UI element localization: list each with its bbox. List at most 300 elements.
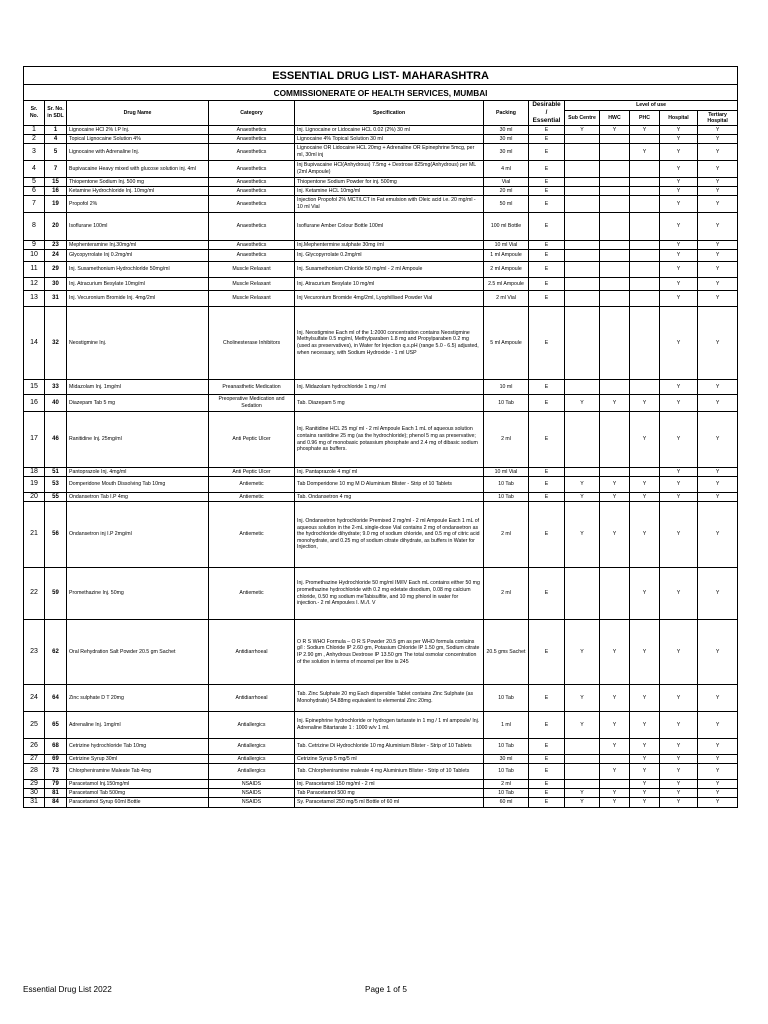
specification-cell: Inj. Suxamethonium Chloride 50 mg/ml - 2 ml Ampoule <box>295 262 484 278</box>
level-of-use-cell <box>600 468 630 477</box>
packing-cell: 10 Tab <box>484 739 529 755</box>
drug-name-cell: Mephenteramine Inj.30mg/ml <box>67 241 209 250</box>
level-of-use-cell: Y <box>698 620 738 685</box>
level-of-use-cell: Y <box>660 620 698 685</box>
sr-no-cell: 16 <box>24 395 45 412</box>
table-row <box>24 126 738 135</box>
table-row <box>24 213 738 241</box>
packing-cell: 60 ml <box>484 798 529 808</box>
level-of-use-cell: Y <box>660 712 698 739</box>
level-of-use-cell: Y <box>698 291 738 307</box>
level-of-use-cell <box>600 241 630 250</box>
level-of-use-cell: Y <box>698 307 738 380</box>
level-of-use-cell <box>600 196 630 213</box>
packing-cell: 10 Tab <box>484 395 529 412</box>
sr-no-cell: 7 <box>24 196 45 213</box>
footer-document-name: Essential Drug List 2022 <box>23 985 112 994</box>
category-cell: NSAIDS <box>209 780 295 789</box>
sdl-no-cell: 31 <box>45 291 67 307</box>
level-of-use-cell <box>565 196 600 213</box>
level-of-use-cell: Y <box>630 712 660 739</box>
level-of-use-cell: Y <box>698 493 738 502</box>
drug-name-cell: Paracetamol Syrup 60ml Bottle <box>67 798 209 808</box>
level-of-use-cell <box>600 135 630 144</box>
header-level: Tertiary Hospital <box>698 111 738 126</box>
level-of-use-cell <box>565 213 600 241</box>
table-row <box>24 187 738 196</box>
level-of-use-cell: Y <box>660 789 698 798</box>
packing-cell: 2 ml <box>484 568 529 620</box>
drug-name-cell: Diazepam Tab 5 mg <box>67 395 209 412</box>
drug-name-cell: Domperidone Mouth Dissolving Tab 10mg <box>67 477 209 493</box>
drug-name-cell: Cetrizine Syrup 30ml <box>67 755 209 764</box>
level-of-use-cell: Y <box>698 395 738 412</box>
sdl-no-cell: 79 <box>45 780 67 789</box>
header-level: HWC <box>600 111 630 126</box>
packing-cell: 2 ml Ampoule <box>484 262 529 278</box>
level-of-use-cell: Y <box>630 395 660 412</box>
level-of-use-cell <box>630 250 660 262</box>
table-row <box>24 477 738 493</box>
level-of-use-cell <box>565 144 600 161</box>
level-of-use-cell: Y <box>600 502 630 568</box>
desirable-essential-cell: E <box>529 412 565 468</box>
level-of-use-cell: Y <box>660 493 698 502</box>
sr-no-cell: 1 <box>24 126 45 135</box>
sdl-no-cell: 69 <box>45 755 67 764</box>
packing-cell: 5 ml Ampoule <box>484 307 529 380</box>
header-packing: Packing <box>484 101 529 126</box>
sr-no-cell: 21 <box>24 502 45 568</box>
desirable-essential-cell: E <box>529 493 565 502</box>
specification-cell: Cetrizine Syrup 5 mg/5 ml <box>295 755 484 764</box>
level-of-use-cell: Y <box>565 798 600 808</box>
desirable-essential-cell: E <box>529 685 565 712</box>
level-of-use-cell: Y <box>660 126 698 135</box>
drug-name-cell: Promethazine Inj. 50mg <box>67 568 209 620</box>
sr-no-cell: 17 <box>24 412 45 468</box>
desirable-essential-cell: E <box>529 739 565 755</box>
category-cell: Anaesthetics <box>209 187 295 196</box>
specification-cell: Lignocaine 4% Topical Solution 30 ml <box>295 135 484 144</box>
drug-name-cell: Propofol 2% <box>67 196 209 213</box>
level-of-use-cell: Y <box>600 126 630 135</box>
level-of-use-cell <box>630 135 660 144</box>
packing-cell: 4 ml <box>484 161 529 178</box>
specification-cell: Isoflurane Amber Colour Bottle 100ml <box>295 213 484 241</box>
drug-name-cell: Glycopyrrolate Inj 0.2mg/ml <box>67 250 209 262</box>
table-row <box>24 798 738 808</box>
drug-name-cell: Inj. Vecuronium Bromide Inj. 4mg/2ml <box>67 291 209 307</box>
level-of-use-cell: Y <box>698 764 738 780</box>
table-row <box>24 568 738 620</box>
table-row <box>24 755 738 764</box>
level-of-use-cell <box>565 178 600 187</box>
level-of-use-cell: Y <box>660 380 698 395</box>
sdl-no-cell: 65 <box>45 712 67 739</box>
table-row <box>24 278 738 291</box>
packing-cell: 30 ml <box>484 135 529 144</box>
drug-name-cell: Paracetamol Inj.150mg/ml <box>67 780 209 789</box>
specification-cell: Thiopentone Sodium Powder for inj. 500mg <box>295 178 484 187</box>
table-row <box>24 764 738 780</box>
level-of-use-cell <box>600 250 630 262</box>
category-cell: Antiemetic <box>209 568 295 620</box>
drug-name-cell: Ketamine Hydrochloride Inj. 10mg/ml <box>67 187 209 196</box>
level-of-use-cell <box>630 278 660 291</box>
level-of-use-cell: Y <box>630 685 660 712</box>
category-cell: Anti Peptic Ulcer <box>209 468 295 477</box>
category-cell: Anti Peptic Ulcer <box>209 412 295 468</box>
level-of-use-cell <box>565 307 600 380</box>
level-of-use-cell: Y <box>660 196 698 213</box>
footer-page-number: Page 1 of 5 <box>365 985 407 994</box>
level-of-use-cell: Y <box>698 502 738 568</box>
desirable-essential-cell: E <box>529 477 565 493</box>
level-of-use-cell: Y <box>698 196 738 213</box>
header-desirable-essential: Desirable / Essential <box>529 101 565 126</box>
category-cell: NSAIDS <box>209 798 295 808</box>
level-of-use-cell: Y <box>565 712 600 739</box>
level-of-use-cell: Y <box>660 307 698 380</box>
sdl-no-cell: 84 <box>45 798 67 808</box>
specification-cell: Inj. Glycopyrrolate 0.2mg/ml <box>295 250 484 262</box>
level-of-use-cell <box>565 135 600 144</box>
specification-cell: Inj. Atracurium Besylate 10 mg/ml <box>295 278 484 291</box>
category-cell: Antidiarrhoeal <box>209 620 295 685</box>
sr-no-cell: 5 <box>24 178 45 187</box>
specification-cell: Sy. Paracetamol 250 mg/5 ml Bottle of 60 ml <box>295 798 484 808</box>
sdl-no-cell: 40 <box>45 395 67 412</box>
desirable-essential-cell: E <box>529 620 565 685</box>
category-cell: Anaesthetics <box>209 126 295 135</box>
sr-no-cell: 26 <box>24 739 45 755</box>
sdl-no-cell: 73 <box>45 764 67 780</box>
specification-cell: Inj Vecuronium Bromide 4mg/2ml, Lyophillised Powder Vial <box>295 291 484 307</box>
packing-cell: 10 Tab <box>484 764 529 780</box>
sr-no-cell: 13 <box>24 291 45 307</box>
document-subtitle: COMMISSIONERATE OF HEALTH SERVICES, MUMBAI <box>24 85 738 101</box>
packing-cell: 10 ml <box>484 380 529 395</box>
level-of-use-cell: Y <box>630 144 660 161</box>
category-cell: Anaesthetics <box>209 213 295 241</box>
level-of-use-cell: Y <box>698 278 738 291</box>
level-of-use-cell: Y <box>600 493 630 502</box>
level-of-use-cell: Y <box>698 739 738 755</box>
header-level: Hospital <box>660 111 698 126</box>
header-drug-name: Drug Name <box>67 101 209 126</box>
category-cell: Antiallergics <box>209 755 295 764</box>
sr-no-cell: 31 <box>24 798 45 808</box>
drug-name-cell: Adrenaline Inj. 1mg/ml <box>67 712 209 739</box>
packing-cell: 100 ml Bottle <box>484 213 529 241</box>
desirable-essential-cell: E <box>529 755 565 764</box>
category-cell: Preoperative Medication and Sedation <box>209 395 295 412</box>
packing-cell: 30 ml <box>484 144 529 161</box>
table-row <box>24 144 738 161</box>
category-cell: Antiemetic <box>209 477 295 493</box>
level-of-use-cell: Y <box>698 161 738 178</box>
table-row <box>24 307 738 380</box>
category-cell: Preanasthetic Medication <box>209 380 295 395</box>
level-of-use-cell: Y <box>565 126 600 135</box>
desirable-essential-cell: E <box>529 241 565 250</box>
table-row <box>24 468 738 477</box>
level-of-use-cell: Y <box>660 144 698 161</box>
category-cell: Anaesthetics <box>209 135 295 144</box>
level-of-use-cell: Y <box>698 789 738 798</box>
level-of-use-cell: Y <box>630 798 660 808</box>
table-row <box>24 739 738 755</box>
level-of-use-cell: Y <box>698 135 738 144</box>
sdl-no-cell: 5 <box>45 144 67 161</box>
sr-no-cell: 14 <box>24 307 45 380</box>
sr-no-cell: 24 <box>24 685 45 712</box>
sdl-no-cell: 62 <box>45 620 67 685</box>
level-of-use-cell: Y <box>698 568 738 620</box>
sr-no-cell: 25 <box>24 712 45 739</box>
level-of-use-cell: Y <box>698 685 738 712</box>
sdl-no-cell: 64 <box>45 685 67 712</box>
level-of-use-cell: Y <box>565 620 600 685</box>
level-of-use-cell: Y <box>698 241 738 250</box>
level-of-use-cell: Y <box>600 395 630 412</box>
table-row <box>24 262 738 278</box>
drug-name-cell: Cetrizine hydrochloride Tab 10mg <box>67 739 209 755</box>
packing-cell: 1 ml <box>484 712 529 739</box>
level-of-use-cell <box>565 291 600 307</box>
drug-name-cell: Ondansetron inj I.P 2mg/ml <box>67 502 209 568</box>
category-cell: NSAIDS <box>209 789 295 798</box>
category-cell: Anaesthetics <box>209 144 295 161</box>
drug-name-cell: Topical Lignocaine Solution 4% <box>67 135 209 144</box>
specification-cell: Tab. Cetrizine Di Hydrochloride 10 mg Aluminium Blister - Strip of 10 Tablets <box>295 739 484 755</box>
level-of-use-cell: Y <box>630 126 660 135</box>
level-of-use-cell: Y <box>698 712 738 739</box>
level-of-use-cell: Y <box>698 250 738 262</box>
level-of-use-cell: Y <box>630 780 660 789</box>
drug-name-cell: Thiopentone Sodium Inj. 500 mg <box>67 178 209 187</box>
drug-name-cell: Inj. Suxamethonium Hydrochlorlde 50mg/ml <box>67 262 209 278</box>
level-of-use-cell <box>630 380 660 395</box>
level-of-use-cell: Y <box>698 178 738 187</box>
level-of-use-cell <box>600 213 630 241</box>
level-of-use-cell: Y <box>600 477 630 493</box>
sr-no-cell: 23 <box>24 620 45 685</box>
sdl-no-cell: 56 <box>45 502 67 568</box>
level-of-use-cell: Y <box>600 712 630 739</box>
specification-cell: Inj. Pantaprazole 4 mg/ ml <box>295 468 484 477</box>
level-of-use-cell: Y <box>660 161 698 178</box>
desirable-essential-cell: E <box>529 798 565 808</box>
level-of-use-cell: Y <box>565 502 600 568</box>
desirable-essential-cell: E <box>529 502 565 568</box>
specification-cell: Inj Bupivacaine HCl(Anhydrous) 7.5mg + Dextrose 825mg(Anhydrous) per ML (2ml Ampoule) <box>295 161 484 178</box>
level-of-use-cell <box>600 278 630 291</box>
sr-no-cell: 18 <box>24 468 45 477</box>
sr-no-cell: 22 <box>24 568 45 620</box>
header-category: Category <box>209 101 295 126</box>
packing-cell: 10 Tab <box>484 789 529 798</box>
level-of-use-cell <box>565 241 600 250</box>
table-row <box>24 789 738 798</box>
level-of-use-cell <box>630 187 660 196</box>
table-row <box>24 161 738 178</box>
drug-name-cell: Midazolam Inj. 1mg/ml <box>67 380 209 395</box>
sr-no-cell: 11 <box>24 262 45 278</box>
level-of-use-cell: Y <box>565 789 600 798</box>
level-of-use-cell: Y <box>698 755 738 764</box>
header-sr-no: Sr. No. <box>24 101 45 126</box>
sdl-no-cell: 51 <box>45 468 67 477</box>
level-of-use-cell: Y <box>660 755 698 764</box>
level-of-use-cell: Y <box>565 493 600 502</box>
sdl-no-cell: 53 <box>45 477 67 493</box>
sr-no-cell: 20 <box>24 493 45 502</box>
level-of-use-cell: Y <box>660 213 698 241</box>
level-of-use-cell: Y <box>698 412 738 468</box>
level-of-use-cell <box>565 161 600 178</box>
level-of-use-cell: Y <box>698 126 738 135</box>
level-of-use-cell <box>600 187 630 196</box>
packing-cell: 2 ml Vial <box>484 291 529 307</box>
desirable-essential-cell: E <box>529 126 565 135</box>
level-of-use-cell: Y <box>698 262 738 278</box>
level-of-use-cell: Y <box>660 135 698 144</box>
header-level: PHC <box>630 111 660 126</box>
desirable-essential-cell: E <box>529 789 565 798</box>
drug-name-cell: Zinc sulphate D T 20mg <box>67 685 209 712</box>
level-of-use-cell <box>600 380 630 395</box>
specification-cell: Tab. Diazepam 5 mg <box>295 395 484 412</box>
level-of-use-cell: Y <box>630 755 660 764</box>
level-of-use-cell: Y <box>630 412 660 468</box>
level-of-use-cell: Y <box>630 493 660 502</box>
level-of-use-cell <box>600 178 630 187</box>
specification-cell: Tab. Chlorpheniramine maleate 4 mg Aluminium Blister - Strip of 10 Tablets <box>295 764 484 780</box>
level-of-use-cell: Y <box>600 685 630 712</box>
packing-cell: Vial <box>484 178 529 187</box>
level-of-use-cell: Y <box>698 780 738 789</box>
sr-no-cell: 12 <box>24 278 45 291</box>
specification-cell: Tab Domperidone 10 mg M D Aluminium Blister - Strip of 10 Tablets <box>295 477 484 493</box>
desirable-essential-cell: E <box>529 187 565 196</box>
sr-no-cell: 8 <box>24 213 45 241</box>
sr-no-cell: 19 <box>24 477 45 493</box>
level-of-use-cell: Y <box>630 764 660 780</box>
table-row <box>24 241 738 250</box>
sdl-no-cell: 19 <box>45 196 67 213</box>
packing-cell: 2 ml <box>484 502 529 568</box>
specification-cell: Inj. Lignocaine or Lidocaine HCL 0.02 (2%) 30 ml <box>295 126 484 135</box>
drug-name-cell: Lignocaine HCl 2% I.P Inj. <box>67 126 209 135</box>
desirable-essential-cell: E <box>529 135 565 144</box>
level-of-use-cell: Y <box>660 568 698 620</box>
level-of-use-cell <box>565 380 600 395</box>
sdl-no-cell: 20 <box>45 213 67 241</box>
desirable-essential-cell: E <box>529 178 565 187</box>
desirable-essential-cell: E <box>529 380 565 395</box>
drug-name-cell: Lignocaine with Adrenaline Inj. <box>67 144 209 161</box>
level-of-use-cell <box>600 780 630 789</box>
packing-cell: 1 ml Ampoule <box>484 250 529 262</box>
category-cell: Muscle Relaxant <box>209 291 295 307</box>
level-of-use-cell: Y <box>660 178 698 187</box>
drug-name-cell: Isoflurane 100ml <box>67 213 209 241</box>
drug-name-cell: Chlorpheniramine Maleate Tab 4mg <box>67 764 209 780</box>
level-of-use-cell: Y <box>660 395 698 412</box>
sr-no-cell: 9 <box>24 241 45 250</box>
packing-cell: 30 ml <box>484 755 529 764</box>
drug-name-cell: Pantoprazole Inj. 4mg/ml <box>67 468 209 477</box>
level-of-use-cell <box>600 307 630 380</box>
table-row <box>24 135 738 144</box>
specification-cell: Injection Propofol 2% MCT/LCT in Fat emulsion with Oleic acid i.e. 20 mg/ml - 10 ml Vial <box>295 196 484 213</box>
packing-cell: 2 ml <box>484 412 529 468</box>
level-of-use-cell <box>565 468 600 477</box>
specification-cell: Inj. Paracetamol 150 mg/ml - 2 ml <box>295 780 484 789</box>
packing-cell: 10 Tab <box>484 477 529 493</box>
level-of-use-cell: Y <box>565 477 600 493</box>
desirable-essential-cell: E <box>529 161 565 178</box>
level-of-use-cell: Y <box>630 502 660 568</box>
table-row <box>24 712 738 739</box>
table-row <box>24 395 738 412</box>
specification-cell: Inj. Neostigmine Each ml of the 1:2000 concentration contains Neostigmine Methylsulfate 0.5 mg/ml, Methylparaben 1.8 mg and Propylparaben 0.2 mg (used as preservatives), in Water for Injection q.s.pH (range 5.0 - 6.5) adjusted, when necessary, with Sodium Hydroxide - 1 ml USP <box>295 307 484 380</box>
table-row <box>24 250 738 262</box>
specification-cell: O R S WHO Formula – O R S Powder 20.5 gm as per WHO formula contains g/l : Sodium Chloride IP 2.60 gm, Potasium Chloride IP 1.50 gm, Sodium citrate IP 2.90 gm , Anhydrous Dextrose IP 13.50 gm The total osmolar concentration of the solution in terms of mosmol per litre is 245 <box>295 620 484 685</box>
sdl-no-cell: 68 <box>45 739 67 755</box>
drug-name-cell: Ondansetron Tab I.P 4mg <box>67 493 209 502</box>
level-of-use-cell <box>565 262 600 278</box>
sr-no-cell: 2 <box>24 135 45 144</box>
category-cell: Antidiarrhoeal <box>209 685 295 712</box>
desirable-essential-cell: E <box>529 250 565 262</box>
category-cell: Antiallergics <box>209 764 295 780</box>
level-of-use-cell: Y <box>630 789 660 798</box>
level-of-use-cell: Y <box>660 278 698 291</box>
level-of-use-cell: Y <box>600 764 630 780</box>
level-of-use-cell <box>565 780 600 789</box>
level-of-use-cell <box>565 755 600 764</box>
category-cell: Anaesthetics <box>209 250 295 262</box>
desirable-essential-cell: E <box>529 144 565 161</box>
level-of-use-cell <box>630 213 660 241</box>
desirable-essential-cell: E <box>529 780 565 789</box>
level-of-use-cell <box>565 739 600 755</box>
packing-cell: 30 ml <box>484 126 529 135</box>
sdl-no-cell: 7 <box>45 161 67 178</box>
packing-cell: 2.5 ml Ampoule <box>484 278 529 291</box>
level-of-use-cell: Y <box>660 502 698 568</box>
header-specification: Specification <box>295 101 484 126</box>
level-of-use-cell: Y <box>660 187 698 196</box>
category-cell: Anaesthetics <box>209 178 295 187</box>
header-level-of-use: Level of use <box>565 101 738 111</box>
specification-cell: Tab Paracetamol 500 mg <box>295 789 484 798</box>
category-cell: Antiemetic <box>209 502 295 568</box>
level-of-use-cell <box>565 278 600 291</box>
category-cell: Muscle Relaxant <box>209 262 295 278</box>
desirable-essential-cell: E <box>529 291 565 307</box>
drug-name-cell: Bupivacaine Heavy mixed with glucose solution inj. 4ml <box>67 161 209 178</box>
sdl-no-cell: 33 <box>45 380 67 395</box>
level-of-use-cell <box>600 161 630 178</box>
level-of-use-cell: Y <box>565 685 600 712</box>
category-cell: Antiemetic <box>209 493 295 502</box>
level-of-use-cell <box>565 412 600 468</box>
packing-cell: 2 ml <box>484 780 529 789</box>
